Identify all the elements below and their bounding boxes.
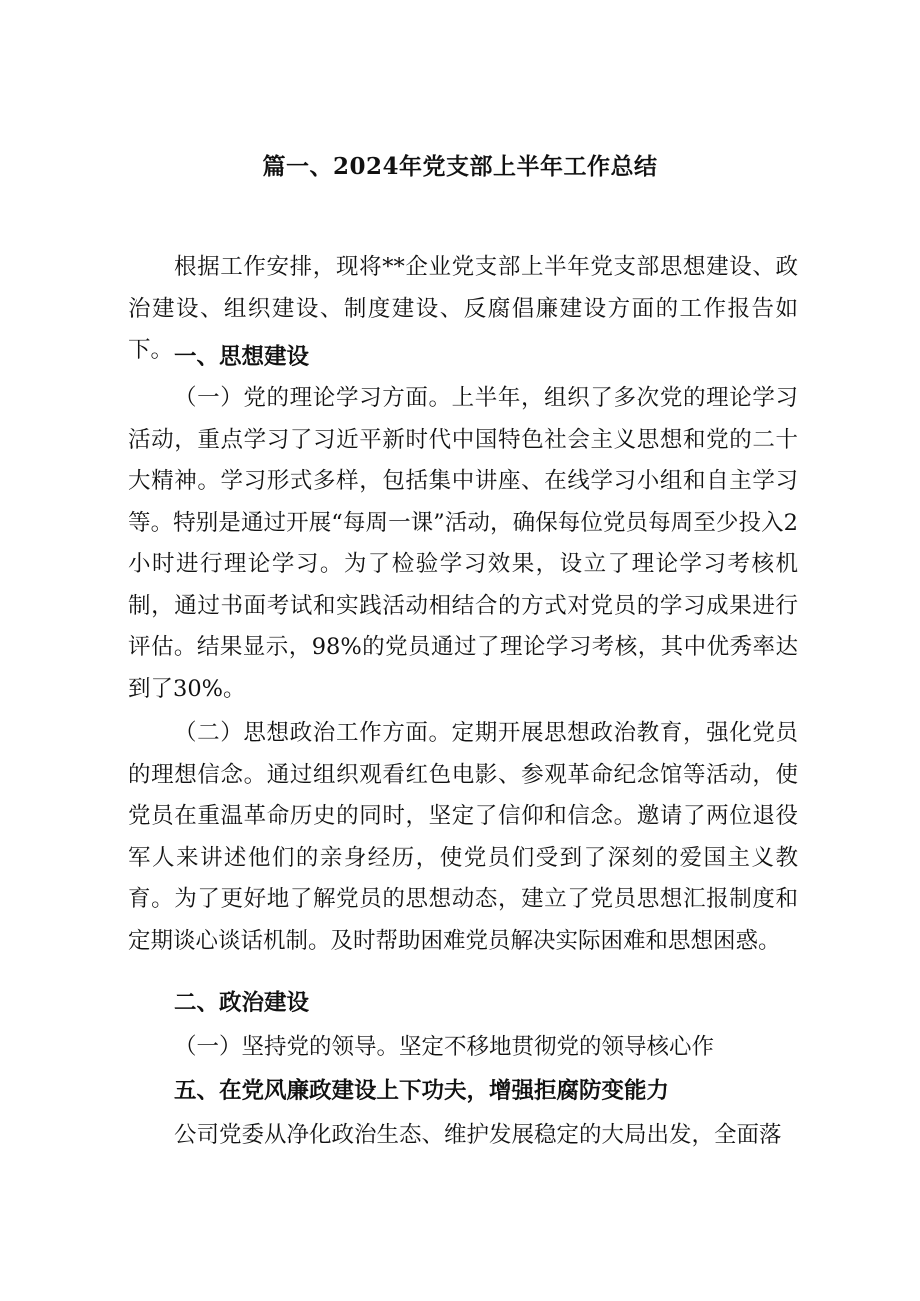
intro-paragraph: 根据工作安排，现将**企业党支部上半年党支部思想建设、政治建设、组织建设、制度建设、反腐倡廉建设方面的工作报告如下。: [128, 254, 798, 363]
document-title: 篇一、2024年党支部上半年工作总结: [262, 153, 658, 180]
paragraph-political-work: （二）思想政治工作方面。定期开展思想政治教育，强化党员的理想信念。通过组织观看红色电影、参观革命纪念馆等活动，使党员在重温革命历史的同时，坚定了信仰和信念。邀请了两位退役军人来讲述他们的亲身经历，使党员们受到了深刻的爱国主义教育。为了更好地了解党员的思想动态，建立了党员思想汇报制度和定期谈心谈话机制。及时帮助困难党员解决实际困难和思想困惑。: [128, 720, 798, 954]
paragraph-theory-study: （一）党的理论学习方面。上半年，组织了多次党的理论学习活动，重点学习了习近平新时代中国特色社会主义思想和党的二十大精神。学习形式多样，包括集中讲座、在线学习小组和自主学习等。特别是通过开展“每周一课”活动，确保每位党员每周至少投入2小时进行理论学习。为了检验学习效果，设立了理论学习考核机制，通过书面考试和实践活动相结合的方式对党员的学习成果进行评估。结果显示，98%的党员通过了理论学习考核，其中优秀率达到了30%。: [128, 385, 798, 702]
section-heading-ideology: 一、思想建设: [174, 344, 310, 370]
section-heading-politics: 二、政治建设: [174, 990, 310, 1016]
paragraph-integrity: 公司党委从净化政治生态、维护发展稳定的大局出发，全面落: [174, 1122, 782, 1148]
section-heading-integrity: 五、在党风廉政建设上下功夫，增强拒腐防变能力: [174, 1078, 670, 1104]
paragraph-party-leadership: （一）坚持党的领导。坚定不移地贯彻党的领导核心作: [174, 1034, 715, 1060]
